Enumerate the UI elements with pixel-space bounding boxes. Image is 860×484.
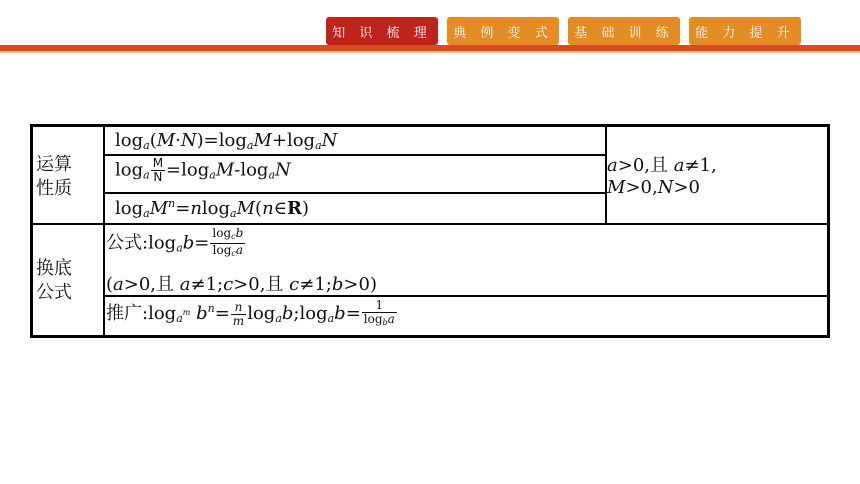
row-header-operation-properties <box>36 153 102 201</box>
fraction-change-of-base: $\frac{\log_cb}{\log_ca}$ <box>212 226 244 258</box>
table-row-divider <box>104 192 606 194</box>
formula-quotient-rule: $\log_a$ $\frac{M}{N}$ $=\log_aM-\log_aN$ <box>115 156 291 184</box>
formula-change-of-base: 公式$:\log_ab=$ $\frac{\log_cb}{\log_ca}$ <box>106 226 244 258</box>
formula-product-rule: $\log_a(M\cdot N)=\log_aM+\log_aN$ <box>115 130 338 152</box>
condition-text: a>0,且 a≠1, M>0,N>0 <box>607 155 717 198</box>
table-section-divider <box>33 223 827 225</box>
row-header-text: 运算 性质 <box>36 154 72 199</box>
formula-change-of-base-conditions: (a>0,且 a≠1;c>0,且 c≠1;b>0) <box>106 274 377 295</box>
tab-knowledge-summary[interactable]: 知 识 梳 理 <box>326 17 438 45</box>
header-divider-shadow <box>0 51 860 53</box>
formula-generalization: 推广$:\log_{a^m}$ $b^n=$ $\frac{n}{m}$ $\log_ab;\log_ab=$ $\frac{1}{\log_ba}$ <box>106 298 395 328</box>
tab-basic-training[interactable]: 基 础 训 练 <box>568 17 680 45</box>
table-row-divider <box>104 154 606 156</box>
table-col-divider <box>103 127 105 335</box>
formula-power-rule: $\log_aM^n=nlog_aM(n\in R)$ <box>115 197 309 220</box>
fraction-m-over-n: $\frac{M}{N}$ <box>152 156 164 184</box>
fraction-n-over-m: $\frac{n}{m}$ <box>232 299 245 328</box>
row-header-text: 换底 公式 <box>36 258 72 303</box>
top-nav-tabs <box>326 17 801 45</box>
tab-typical-examples[interactable]: 典 例 变 式 <box>447 17 559 45</box>
fraction-reciprocal: $\frac{1}{\log_ba}$ <box>363 298 395 327</box>
tab-ability-improvement[interactable]: 能 力 提 升 <box>689 17 801 45</box>
logarithm-properties-table <box>30 124 830 338</box>
row-header-change-of-base <box>36 257 102 305</box>
